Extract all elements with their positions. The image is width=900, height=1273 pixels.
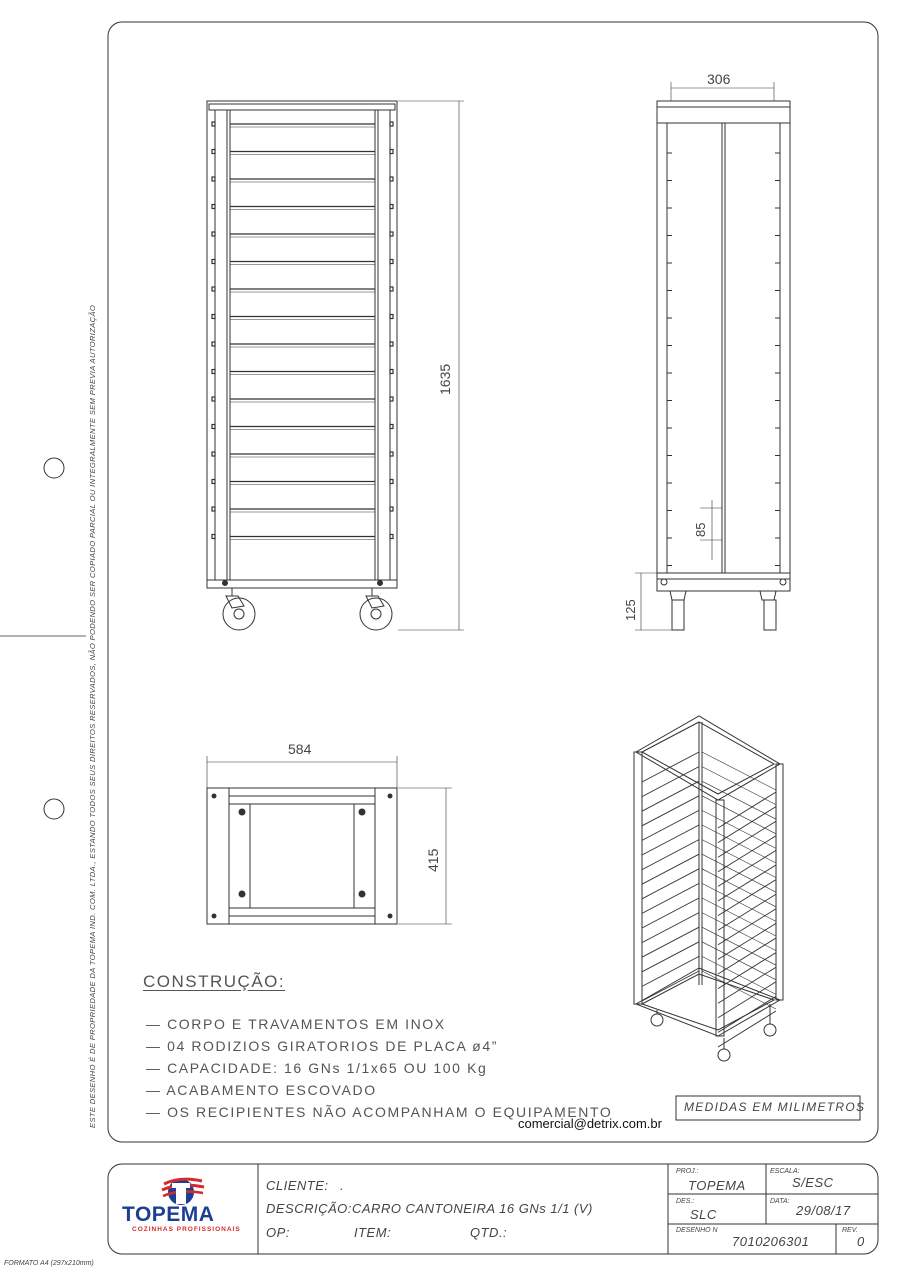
front-shelf-tab xyxy=(212,425,215,429)
dim-pitch: 85 xyxy=(693,522,708,537)
iso-shelf-right xyxy=(718,923,776,959)
front-shelf-tab xyxy=(390,507,393,511)
iso-shelf-back xyxy=(702,825,776,863)
iso-shelf-left xyxy=(642,956,699,986)
dim-top-width: 584 xyxy=(288,741,312,757)
iso-shelf-right xyxy=(718,894,776,930)
front-shelf-tab xyxy=(390,425,393,429)
front-shelf-tab xyxy=(390,150,393,154)
front-shelf-tab xyxy=(390,122,393,126)
units-note: MEDIDAS EM MILIMETROS xyxy=(684,1100,866,1114)
iso-shelf-right xyxy=(718,880,776,916)
topema-logo-mark xyxy=(162,1179,204,1205)
front-shelf-tab xyxy=(390,342,393,346)
contact-email[interactable]: comercial@detrix.com.br xyxy=(518,1116,662,1131)
front-view xyxy=(207,101,464,630)
iso-shelf-right xyxy=(718,792,776,828)
iso-shelf-back xyxy=(702,898,776,936)
iso-shelf-back xyxy=(702,840,776,878)
proj-label: PROJ.: xyxy=(676,1168,699,1175)
iso-shelf-left xyxy=(642,840,699,870)
iso-shelf-back xyxy=(702,956,776,994)
front-shelf-tab xyxy=(212,480,215,484)
iso-shelf-back xyxy=(702,854,776,892)
construction-item: — OS RECIPIENTES NÃO ACOMPANHAM O EQUIPAMENTO xyxy=(146,1104,613,1120)
front-shelf-tab xyxy=(390,287,393,291)
escala-value: S/ESC xyxy=(792,1175,834,1190)
front-shelf-tab xyxy=(212,122,215,126)
iso-shelf-left xyxy=(642,942,699,972)
isometric-view xyxy=(634,716,783,1061)
iso-shelf-left xyxy=(642,869,699,899)
construction-item: — CORPO E TRAVAMENTOS EM INOX xyxy=(146,1016,446,1032)
iso-shelf-right xyxy=(718,938,776,974)
desenho-label: DESENHO N xyxy=(676,1227,718,1234)
construction-item: — CAPACIDADE: 16 GNs 1/1x65 OU 100 Kg xyxy=(146,1060,488,1076)
iso-shelf-left xyxy=(642,781,699,811)
punch-hole-top xyxy=(44,458,64,478)
qtd-label: QTD.: xyxy=(470,1225,508,1240)
front-shelf-tab xyxy=(390,535,393,539)
iso-shelf-left xyxy=(642,883,699,913)
front-shelf-tab xyxy=(390,480,393,484)
construction-list xyxy=(146,1013,612,1123)
iso-shelf-back xyxy=(702,781,776,819)
iso-shelf-right xyxy=(718,821,776,857)
item-label: ITEM: xyxy=(354,1225,392,1240)
front-shelf-tab xyxy=(390,397,393,401)
front-shelf-tab xyxy=(212,452,215,456)
brand-name: TOPEMA xyxy=(122,1203,215,1226)
brand-subtitle: COZINHAS PROFISSIONAIS xyxy=(132,1226,241,1233)
desenho-value: 7010206301 xyxy=(732,1234,810,1249)
front-shelf-tab xyxy=(212,397,215,401)
front-wheel-left xyxy=(223,588,255,630)
front-shelf-tab xyxy=(212,370,215,374)
punch-hole-bottom xyxy=(44,799,64,819)
construction-title: CONSTRUÇÃO: xyxy=(143,972,286,991)
dim-base-height: 125 xyxy=(623,599,638,621)
iso-shelf-back xyxy=(702,796,776,834)
top-view xyxy=(207,756,452,924)
front-shelf-tab xyxy=(212,535,215,539)
iso-shelf-left xyxy=(642,898,699,928)
data-value: 29/08/17 xyxy=(796,1203,851,1218)
iso-shelf-left xyxy=(642,854,699,884)
iso-shelf-right xyxy=(718,953,776,989)
front-shelf-tab xyxy=(212,177,215,181)
side-view xyxy=(635,82,790,630)
rev-value: 0 xyxy=(857,1234,865,1249)
iso-shelf-left xyxy=(642,913,699,943)
dim-side-width: 306 xyxy=(707,71,731,87)
front-shelf-tab xyxy=(212,287,215,291)
format-note: FORMATO A4 (297x210mm) xyxy=(4,1260,94,1267)
front-shelf-tab xyxy=(390,315,393,319)
iso-shelf-back xyxy=(702,927,776,965)
front-shelf-tab xyxy=(390,232,393,236)
descricao-value: CARRO CANTONEIRA 16 GNs 1/1 (V) xyxy=(352,1201,593,1216)
front-shelf-tab xyxy=(390,370,393,374)
dim-height: 1635 xyxy=(437,363,453,395)
iso-shelf-back xyxy=(702,869,776,907)
descricao-label: DESCRIÇÃO: xyxy=(266,1201,352,1216)
iso-shelf-back xyxy=(702,913,776,951)
iso-shelf-back xyxy=(702,883,776,921)
cliente-value: . xyxy=(340,1178,345,1193)
front-shelf-tab xyxy=(212,342,215,346)
front-shelf-tab xyxy=(212,507,215,511)
iso-shelf-right xyxy=(718,865,776,901)
iso-shelf-left xyxy=(642,796,699,826)
front-shelf-tab xyxy=(212,150,215,154)
escala-label: ESCALA: xyxy=(770,1168,800,1175)
dim-top-depth: 415 xyxy=(425,848,441,872)
iso-shelf-left xyxy=(642,927,699,957)
des-value: SLC xyxy=(690,1207,717,1222)
iso-shelf-right xyxy=(718,909,776,945)
iso-shelf-left xyxy=(642,767,699,797)
proj-value: TOPEMA xyxy=(688,1178,746,1193)
iso-shelf-back xyxy=(702,810,776,848)
front-shelf-tab xyxy=(390,260,393,264)
iso-shelf-right xyxy=(718,996,776,1032)
front-shelf-tab xyxy=(212,205,215,209)
iso-shelf-left xyxy=(642,825,699,855)
front-shelf-tab xyxy=(212,315,215,319)
iso-shelf-left xyxy=(642,810,699,840)
iso-shelf-back xyxy=(702,971,776,1009)
iso-shelf-left xyxy=(642,971,699,1001)
iso-shelf-right xyxy=(718,836,776,872)
iso-shelf-right xyxy=(718,1011,776,1047)
construction-item: — 04 RODIZIOS GIRATORIOS DE PLACA ø4” xyxy=(146,1038,498,1054)
des-label: DES.: xyxy=(676,1198,695,1205)
front-shelf-tab xyxy=(390,452,393,456)
cliente-label: CLIENTE: xyxy=(266,1178,329,1193)
iso-shelf-right xyxy=(718,807,776,843)
construction-item: — ACABAMENTO ESCOVADO xyxy=(146,1082,377,1098)
op-label: OP: xyxy=(266,1225,290,1240)
rev-label: REV. xyxy=(842,1227,858,1234)
copyright-side-note: ESTE DESENHO É DE PROPRIEDADE DA TOPEMA IND. COM. LTDA., ESTANDO TODOS SEUS DIREITOS RESERVADOS, NÃO PODENDO SER COPIADO PARCIAL OU INTEGRALMENTE SEM PREVIA AUTORIZAÇÃO xyxy=(88,304,97,1128)
iso-shelf-right xyxy=(718,850,776,886)
front-shelf-tab xyxy=(212,232,215,236)
front-shelf-tab xyxy=(212,260,215,264)
iso-shelf-back xyxy=(702,752,776,790)
data-label: DATA: xyxy=(770,1198,790,1205)
front-shelf-tab xyxy=(390,177,393,181)
front-wheel-right xyxy=(360,588,392,630)
front-shelf-tab xyxy=(390,205,393,209)
